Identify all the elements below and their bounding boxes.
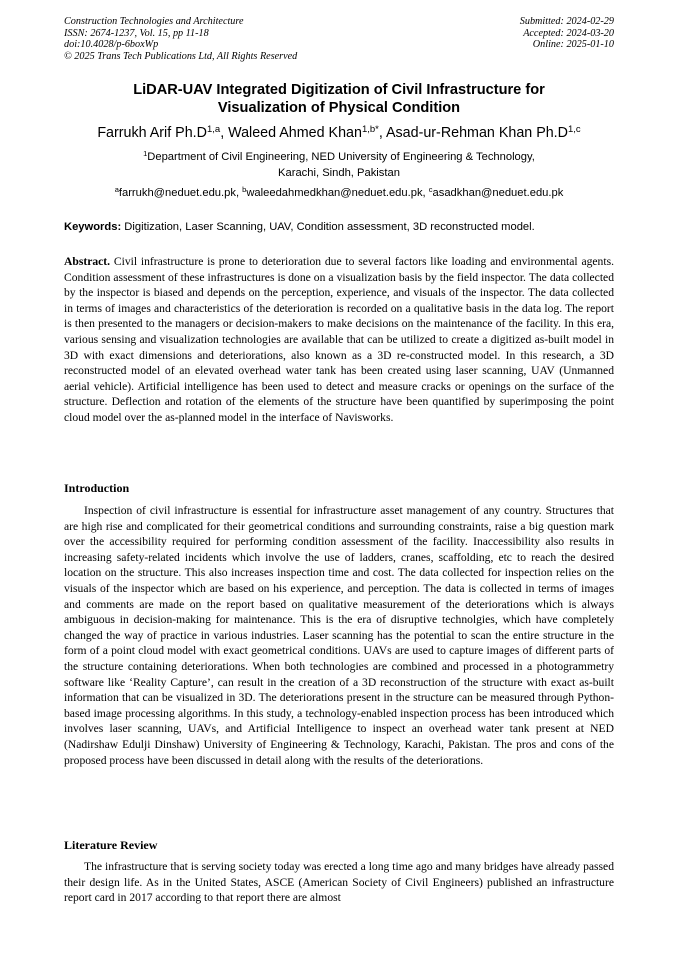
email-mark: a — [114, 185, 119, 194]
author-separator: , — [220, 125, 229, 141]
publication-dates — [520, 16, 614, 51]
section-heading-literature-review: Literature Review — [64, 838, 158, 852]
author-affiliation-mark: 1,c — [567, 124, 581, 135]
affiliation-line: Karachi, Sindh, Pakistan — [278, 166, 400, 179]
online-date: Online: 2025-01-10 — [532, 39, 614, 51]
author-emails — [20, 186, 658, 200]
email-separator: , — [235, 187, 243, 199]
submitted-date: Submitted: 2024-02-29 — [519, 16, 614, 27]
accepted-date: Accepted: 2024-03-20 — [523, 27, 614, 39]
paper-title-line: LiDAR-UAV Integrated Digitization of Civil Infrastructure for — [133, 82, 545, 98]
introduction-paragraph: Inspection of civil infrastructure is essential for infrastructure asset management of any country. Structures that are high rise and complicated for their geometrical conditions and surrounding constraints, raise a big question mark over the accessibility required for performing condition assessment of the facility. Inaccessibility also results in increasing safety-related incidents which involve the use of ladders, cranes, scaffolding, etc to reach the desired location on the structure. This also increases inspection time and cost. The data collected for inspection relies on the visuals of the inspector which are based on his experience, and perception. The data is collected in terms of images and comments are made on the report based on qualitative measurement of the deteriorations which is always ambiguous in decision-making for maintenance. This is the era of disruptive technolgies, which have completely changed the way of practice in various industries. Laser scanning has the potential to scan the entire structure in the form of a point cloud model with exact geometrical conditions. UAVs are used to capture images of different parts of the structure containing deteriorations. When both technologies are combined and processed in a photogrammetry software like ‘Reality Capture’, can result in the creation of a 3D reconstruction of the structure with exact as-built information that can be visualized in 3D. The deteriorations present in the structure can be measured through Python-based image processing algorithms. In this study, a technology-enabled inspection process has been introduced which involves laser scanning, UAVs, and Artificial Intelligence to inspect an overhead water tank present at NED (Nadirshaw Edulji Dinshaw) University of Engineering & Technology, Karachi, Pakistan. The pros and cons of the proposed process have been discussed in detail along with the results of the deteriorations. — [64, 504, 614, 767]
keywords-text: Digitization, Laser Scanning, UAV, Condition assessment, 3D reconstructed model. — [121, 221, 535, 233]
author-list — [20, 124, 658, 142]
author-affiliation-mark: 1,a — [206, 124, 221, 135]
journal-name: Construction Technologies and Architecture — [64, 16, 244, 27]
email-address[interactable]: asadkhan@neduet.edu.pk — [432, 187, 564, 199]
keywords-label: Keywords: — [64, 221, 122, 233]
section-heading-introduction: Introduction — [64, 481, 130, 495]
author-affiliation — [40, 150, 638, 181]
journal-header — [64, 16, 297, 62]
email-address[interactable]: farrukh@neduet.edu.pk — [118, 187, 236, 199]
author-affiliation-mark: 1,b* — [361, 124, 379, 135]
keywords — [64, 220, 616, 234]
email-address[interactable]: waleedahmedkhan@neduet.edu.pk — [246, 187, 423, 199]
abstract — [64, 254, 614, 426]
affiliation-line: Department of Civil Engineering, NED University of Engineering & Technology, — [147, 151, 535, 163]
author-separator: , — [378, 125, 386, 141]
email-mark: c — [428, 185, 433, 194]
author-name: Asad-ur-Rehman Khan Ph.D — [386, 125, 568, 141]
author-name: Waleed Ahmed Khan — [228, 125, 362, 141]
abstract-label: Abstract. — [64, 255, 111, 268]
author-name: Farrukh Arif Ph.D — [97, 125, 207, 141]
email-separator: , — [422, 187, 429, 199]
journal-doi: doi:10.4028/p-6boxWp — [64, 39, 159, 51]
journal-issn: ISSN: 2674-1237, Vol. 15, pp 11-18 — [64, 27, 209, 39]
affiliation-mark: 1 — [143, 149, 148, 158]
journal-copyright: © 2025 Trans Tech Publications Ltd, All Rights Reserved — [64, 50, 298, 62]
literature-review-paragraph: The infrastructure that is serving society today was erected a long time ago and many bridges have already passed their design life. As in the United States, ASCE (American Society of Civil Engineers) published an infrastructure report card in 2017 according to that report there are almost — [64, 860, 614, 905]
abstract-text: Civil infrastructure is prone to deterioration due to several factors like loading and environmental agents. Condition assessment of these infrastructures is done on a visualization basis by the field inspector. The data collected by the inspector is biased and depends on the perception, experience, and visuals of the inspector. The data collected in terms of images and characteristics of the deterioration is recorded on a qualitative basis in the data log. The report is then presented to the managers or decision-makers to make decisions on the maintenance of the facility. In this era, various sensing and visualization technologies are available that can be utilized to create a digitized as-built model in 3D with exact dimensions and deteriorations, also known as a 3D re-constructed model. In this research, a 3D reconstructed model of an elevated overhead water tank has been created using laser scanning, UAV (Unmanned aerial vehicle). Artificial intelligence has been used to detect and measure cracks or openings on the surface of the structure. Deflection and rotation of the elements of the structure have been quantified by superimposing the point cloud model over the as-planned model in the interface of Navisworks. — [64, 255, 614, 424]
email-mark: b — [242, 185, 247, 194]
paper-title-line: Visualization of Physical Condition — [217, 100, 461, 116]
paper-title — [40, 81, 638, 117]
